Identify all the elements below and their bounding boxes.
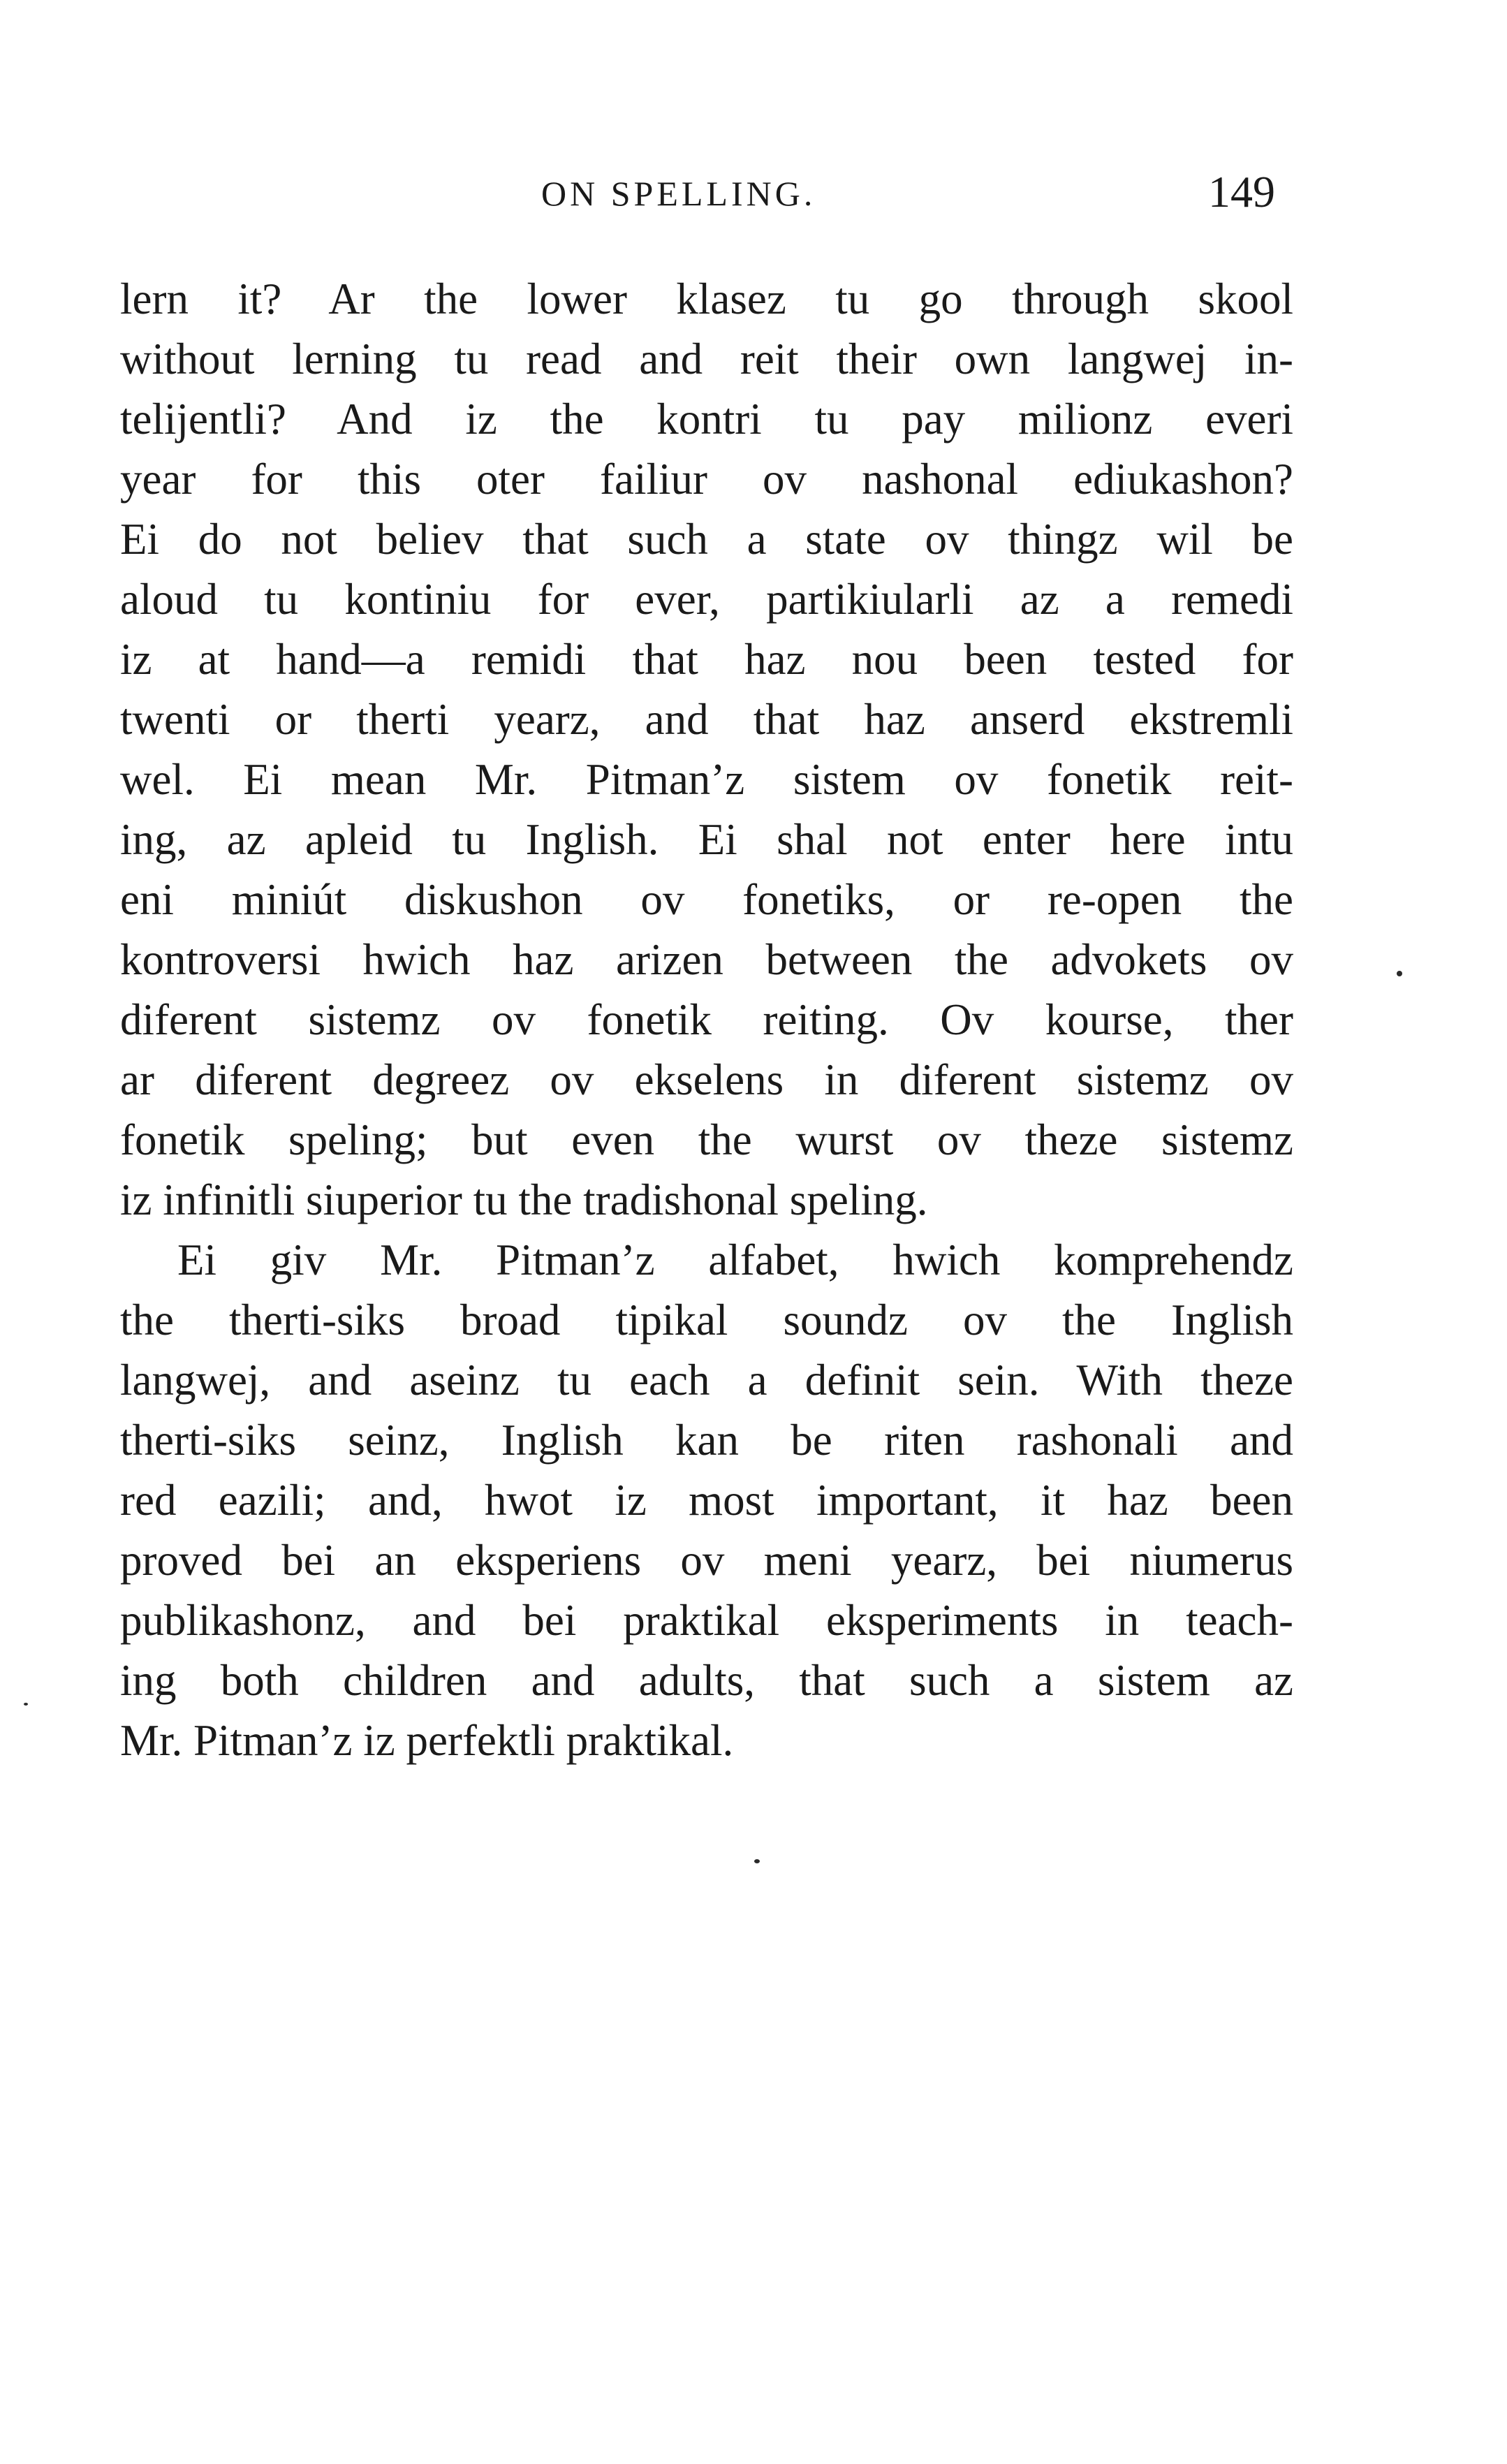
text-line: year for this oter failiur ov nashonal ediukashon? bbox=[120, 455, 1293, 504]
text-line: Mr. Pitman’z iz perfektli praktikal. bbox=[120, 1716, 734, 1765]
text-line: kontroversi hwich haz arizen between the advokets ov bbox=[120, 935, 1293, 984]
text-line: publikashonz, and bei praktikal eksperiments in teach- bbox=[120, 1596, 1293, 1645]
text-line: wel. Ei mean Mr. Pitman’z sistem ov fonetik reit- bbox=[120, 755, 1293, 804]
text-line: diferent sistemz ov fonetik reiting. Ov kourse, ther bbox=[120, 995, 1293, 1044]
running-head bbox=[0, 166, 1507, 222]
ink-speck-mark bbox=[1397, 971, 1402, 976]
text-line: the therti-siks broad tipikal soundz ov the Inglish bbox=[120, 1296, 1293, 1344]
running-head-title: ON SPELLING. bbox=[541, 174, 816, 213]
text-line: proved bei an eksperiens ov meni yearz, bei niumerus bbox=[120, 1536, 1293, 1585]
text-line: Ei do not believ that such a state ov thingz wil be bbox=[120, 515, 1293, 564]
ink-speck-mark bbox=[754, 1859, 760, 1863]
text-line: without lerning tu read and reit their own langwej in- bbox=[120, 335, 1293, 383]
text-line: eni miniút diskushon ov fonetiks, or re-open the bbox=[120, 875, 1293, 924]
text-line: red eazili; and, hwot iz most important, it haz been bbox=[120, 1476, 1293, 1525]
body-text bbox=[120, 269, 1293, 1770]
text-line: fonetik speling; but even the wurst ov theze sistemz bbox=[120, 1115, 1293, 1164]
page-number: 149 bbox=[1208, 167, 1275, 217]
text-line: telijentli? And iz the kontri tu pay milionz everi bbox=[120, 395, 1293, 443]
paragraph-1 bbox=[120, 269, 1293, 1230]
text-line: ar diferent degreez ov ekselens in diferent sistemz ov bbox=[120, 1055, 1293, 1104]
ink-speck-mark bbox=[24, 1703, 28, 1706]
text-line: iz infinitli siuperior tu the tradishonal speling. bbox=[120, 1175, 928, 1224]
text-line: iz at hand—a remidi that haz nou been tested for bbox=[120, 635, 1293, 684]
text-line: ing, az apleid tu Inglish. Ei shal not enter here intu bbox=[120, 815, 1293, 864]
text-line: Ei giv Mr. Pitman’z alfabet, hwich komprehendz bbox=[177, 1235, 1293, 1284]
text-line: langwej, and aseinz tu each a definit sein. With theze bbox=[120, 1356, 1293, 1405]
paragraph-2 bbox=[120, 1230, 1293, 1770]
text-line: twenti or therti yearz, and that haz anserd ekstremli bbox=[120, 695, 1293, 744]
text-line: lern it? Ar the lower klasez tu go through skool bbox=[120, 274, 1293, 323]
text-line: aloud tu kontiniu for ever, partikiularli az a remedi bbox=[120, 575, 1293, 624]
text-line: therti-siks seinz, Inglish kan be riten rashonali and bbox=[120, 1416, 1293, 1465]
text-line: ing both children and adults, that such a sistem az bbox=[120, 1656, 1293, 1705]
